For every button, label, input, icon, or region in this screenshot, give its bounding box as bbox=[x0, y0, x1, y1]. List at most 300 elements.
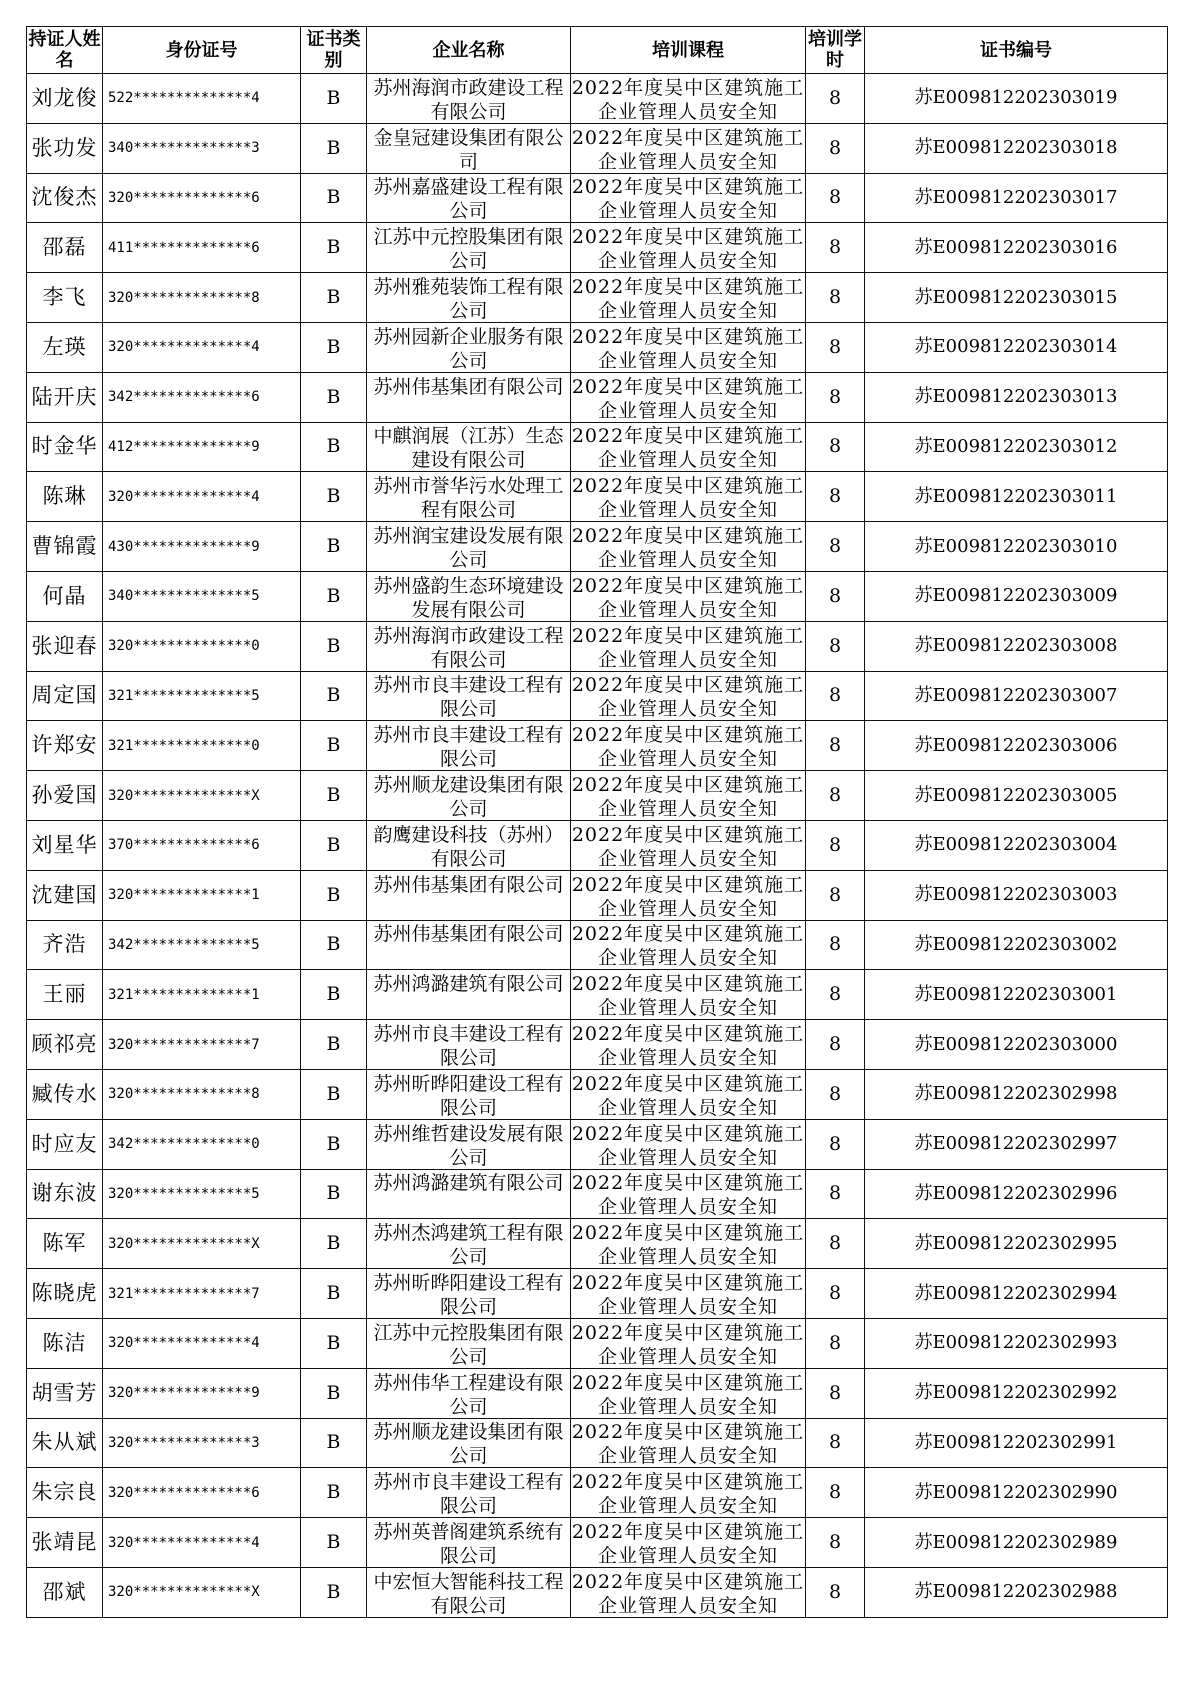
course-text: 2022年度吴中区建筑施工企业管理人员安全知 bbox=[571, 823, 805, 869]
course-text: 2022年度吴中区建筑施工企业管理人员安全知 bbox=[571, 1471, 805, 1517]
header-company: 企业名称 bbox=[367, 27, 571, 74]
course-text: 2022年度吴中区建筑施工企业管理人员安全知 bbox=[571, 1222, 805, 1268]
course-text: 2022年度吴中区建筑施工企业管理人员安全知 bbox=[571, 1421, 805, 1467]
id-number-cell: 321**************0 bbox=[103, 721, 301, 771]
table-row bbox=[27, 571, 1168, 621]
course-cell bbox=[571, 223, 806, 273]
company-text: 苏州市良丰建设工程有限公司 bbox=[373, 1023, 564, 1069]
cert-type-cell: B bbox=[301, 1169, 367, 1219]
id-number-cell: 320**************0 bbox=[103, 621, 301, 671]
holder-name-cell: 陈晓虎 bbox=[27, 1269, 103, 1319]
course-cell bbox=[571, 721, 806, 771]
course-cell bbox=[571, 1219, 806, 1269]
hours-cell: 8 bbox=[806, 1119, 865, 1169]
cert-type-cell: B bbox=[301, 1020, 367, 1070]
company-text: 苏州雅苑装饰工程有限公司 bbox=[373, 276, 564, 322]
id-number-cell: 370**************6 bbox=[103, 820, 301, 870]
table-body bbox=[27, 74, 1168, 1618]
table-row bbox=[27, 74, 1168, 124]
company-text: 江苏中元控股集团有限公司 bbox=[373, 1321, 564, 1367]
course-cell bbox=[571, 1269, 806, 1319]
table-row bbox=[27, 472, 1168, 522]
holder-name-cell: 沈建国 bbox=[27, 870, 103, 920]
cert-number-cell: 苏E009812202303008 bbox=[865, 621, 1168, 671]
hours-cell: 8 bbox=[806, 870, 865, 920]
hours-cell: 8 bbox=[806, 1020, 865, 1070]
cert-number-cell: 苏E009812202302994 bbox=[865, 1269, 1168, 1319]
course-cell bbox=[571, 422, 806, 472]
course-cell bbox=[571, 571, 806, 621]
table-row bbox=[27, 1169, 1168, 1219]
cert-type-cell: B bbox=[301, 721, 367, 771]
course-text: 2022年度吴中区建筑施工企业管理人员安全知 bbox=[571, 923, 805, 969]
company-cell bbox=[367, 1468, 571, 1518]
hours-cell: 8 bbox=[806, 223, 865, 273]
company-cell bbox=[367, 1119, 571, 1169]
company-cell bbox=[367, 1518, 571, 1568]
id-number-cell: 430**************9 bbox=[103, 522, 301, 572]
cert-number-cell: 苏E009812202302991 bbox=[865, 1418, 1168, 1468]
company-text: 中宏恒大智能科技工程有限公司 bbox=[373, 1570, 564, 1616]
cert-number-cell: 苏E009812202302995 bbox=[865, 1219, 1168, 1269]
header-id-number: 身份证号 bbox=[103, 27, 301, 74]
cert-type-cell: B bbox=[301, 123, 367, 173]
id-number-cell: 340**************3 bbox=[103, 123, 301, 173]
company-cell bbox=[367, 1318, 571, 1368]
course-text: 2022年度吴中区建筑施工企业管理人员安全知 bbox=[571, 1122, 805, 1168]
company-cell bbox=[367, 372, 571, 422]
cert-type-cell: B bbox=[301, 74, 367, 124]
course-cell bbox=[571, 671, 806, 721]
company-text: 江苏中元控股集团有限公司 bbox=[373, 226, 564, 272]
course-text: 2022年度吴中区建筑施工企业管理人员安全知 bbox=[571, 176, 805, 222]
cert-type-cell: B bbox=[301, 870, 367, 920]
company-text: 苏州市良丰建设工程有限公司 bbox=[373, 674, 564, 720]
holder-name-cell: 许郑安 bbox=[27, 721, 103, 771]
hours-cell: 8 bbox=[806, 123, 865, 173]
hours-cell: 8 bbox=[806, 273, 865, 323]
course-text: 2022年度吴中区建筑施工企业管理人员安全知 bbox=[571, 1272, 805, 1318]
cert-number-cell: 苏E009812202303005 bbox=[865, 771, 1168, 821]
holder-name-cell: 时应友 bbox=[27, 1119, 103, 1169]
company-cell bbox=[367, 820, 571, 870]
course-text: 2022年度吴中区建筑施工企业管理人员安全知 bbox=[571, 774, 805, 820]
course-cell bbox=[571, 1468, 806, 1518]
company-text: 苏州杰鸿建筑工程有限公司 bbox=[373, 1222, 564, 1268]
course-cell bbox=[571, 1318, 806, 1368]
course-text: 2022年度吴中区建筑施工企业管理人员安全知 bbox=[571, 973, 805, 1019]
course-text: 2022年度吴中区建筑施工企业管理人员安全知 bbox=[571, 1023, 805, 1069]
hours-cell: 8 bbox=[806, 173, 865, 223]
header-course: 培训课程 bbox=[571, 27, 806, 74]
cert-number-cell: 苏E009812202302998 bbox=[865, 1069, 1168, 1119]
table-row bbox=[27, 920, 1168, 970]
table-row bbox=[27, 273, 1168, 323]
id-number-cell: 522**************4 bbox=[103, 74, 301, 124]
course-cell bbox=[571, 173, 806, 223]
hours-cell: 8 bbox=[806, 970, 865, 1020]
holder-name-cell: 左瑛 bbox=[27, 322, 103, 372]
id-number-cell: 320**************6 bbox=[103, 1468, 301, 1518]
hours-cell: 8 bbox=[806, 820, 865, 870]
cert-type-cell: B bbox=[301, 1119, 367, 1169]
course-text: 2022年度吴中区建筑施工企业管理人员安全知 bbox=[571, 1521, 805, 1566]
company-cell bbox=[367, 1020, 571, 1070]
cert-type-cell: B bbox=[301, 820, 367, 870]
holder-name-cell: 朱从斌 bbox=[27, 1418, 103, 1468]
table-row bbox=[27, 671, 1168, 721]
holder-name-cell: 谢东波 bbox=[27, 1169, 103, 1219]
course-text: 2022年度吴中区建筑施工企业管理人员安全知 bbox=[571, 1371, 805, 1417]
company-cell bbox=[367, 621, 571, 671]
course-cell bbox=[571, 1119, 806, 1169]
cert-type-cell: B bbox=[301, 671, 367, 721]
course-cell bbox=[571, 870, 806, 920]
company-text: 苏州维哲建设发展有限公司 bbox=[373, 1122, 564, 1168]
company-cell bbox=[367, 1567, 571, 1617]
course-cell bbox=[571, 621, 806, 671]
cert-number-cell: 苏E009812202302992 bbox=[865, 1368, 1168, 1418]
holder-name-cell: 张迎春 bbox=[27, 621, 103, 671]
cert-type-cell: B bbox=[301, 1518, 367, 1568]
holder-name-cell: 陆开庆 bbox=[27, 372, 103, 422]
id-number-cell: 320**************4 bbox=[103, 472, 301, 522]
holder-name-cell: 孙爱国 bbox=[27, 771, 103, 821]
course-cell bbox=[571, 970, 806, 1020]
company-text: 苏州伟基集团有限公司 bbox=[373, 375, 564, 398]
cert-number-cell: 苏E009812202302989 bbox=[865, 1518, 1168, 1568]
company-text: 苏州伟基集团有限公司 bbox=[373, 873, 564, 896]
course-cell bbox=[571, 771, 806, 821]
cert-type-cell: B bbox=[301, 1318, 367, 1368]
hours-cell: 8 bbox=[806, 322, 865, 372]
company-text: 苏州润宝建设发展有限公司 bbox=[373, 525, 564, 571]
hours-cell: 8 bbox=[806, 1418, 865, 1468]
company-cell bbox=[367, 1069, 571, 1119]
id-number-cell: 321**************5 bbox=[103, 671, 301, 721]
course-cell bbox=[571, 920, 806, 970]
company-text: 苏州顺龙建设集团有限公司 bbox=[373, 1421, 564, 1467]
hours-cell: 8 bbox=[806, 771, 865, 821]
holder-name-cell: 刘星华 bbox=[27, 820, 103, 870]
cert-number-cell: 苏E009812202303006 bbox=[865, 721, 1168, 771]
cert-type-cell: B bbox=[301, 1567, 367, 1617]
table-row bbox=[27, 1269, 1168, 1319]
cert-type-cell: B bbox=[301, 621, 367, 671]
table-row bbox=[27, 1020, 1168, 1070]
holder-name-cell: 曹锦霞 bbox=[27, 522, 103, 572]
company-cell bbox=[367, 1418, 571, 1468]
cert-number-cell: 苏E009812202303009 bbox=[865, 571, 1168, 621]
company-cell bbox=[367, 1219, 571, 1269]
table-row bbox=[27, 1119, 1168, 1169]
company-text: 苏州盛韵生态环境建设发展有限公司 bbox=[373, 574, 564, 620]
company-text: 金皇冠建设集团有限公司 bbox=[373, 126, 564, 172]
company-cell bbox=[367, 74, 571, 124]
id-number-cell: 412**************9 bbox=[103, 422, 301, 472]
holder-name-cell: 臧传水 bbox=[27, 1069, 103, 1119]
table-row bbox=[27, 771, 1168, 821]
table-row bbox=[27, 1069, 1168, 1119]
company-cell bbox=[367, 870, 571, 920]
cert-number-cell: 苏E009812202303010 bbox=[865, 522, 1168, 572]
company-text: 苏州顺龙建设集团有限公司 bbox=[373, 774, 564, 820]
cert-type-cell: B bbox=[301, 522, 367, 572]
header-cert-type: 证书类别 bbox=[301, 27, 367, 74]
course-cell bbox=[571, 1368, 806, 1418]
cert-type-cell: B bbox=[301, 223, 367, 273]
id-number-cell: 320**************9 bbox=[103, 1368, 301, 1418]
table-row bbox=[27, 1468, 1168, 1518]
header-hours: 培训学时 bbox=[806, 27, 865, 74]
cert-type-cell: B bbox=[301, 1368, 367, 1418]
course-text: 2022年度吴中区建筑施工企业管理人员安全知 bbox=[571, 1570, 805, 1616]
company-cell bbox=[367, 1169, 571, 1219]
cert-type-cell: B bbox=[301, 472, 367, 522]
company-text: 苏州市良丰建设工程有限公司 bbox=[373, 1471, 564, 1517]
company-cell bbox=[367, 173, 571, 223]
cert-number-cell: 苏E009812202303001 bbox=[865, 970, 1168, 1020]
holder-name-cell: 沈俊杰 bbox=[27, 173, 103, 223]
course-cell bbox=[571, 1518, 806, 1568]
course-cell bbox=[571, 522, 806, 572]
cert-number-cell: 苏E009812202302990 bbox=[865, 1468, 1168, 1518]
course-text: 2022年度吴中区建筑施工企业管理人员安全知 bbox=[571, 574, 805, 620]
course-text: 2022年度吴中区建筑施工企业管理人员安全知 bbox=[571, 375, 805, 421]
cert-type-cell: B bbox=[301, 571, 367, 621]
cert-number-cell: 苏E009812202302988 bbox=[865, 1567, 1168, 1617]
holder-name-cell: 陈洁 bbox=[27, 1318, 103, 1368]
holder-name-cell: 邵斌 bbox=[27, 1567, 103, 1617]
company-text: 苏州鸿潞建筑有限公司 bbox=[373, 1172, 564, 1195]
company-text: 苏州海润市政建设工程有限公司 bbox=[373, 624, 564, 670]
holder-name-cell: 刘龙俊 bbox=[27, 74, 103, 124]
company-cell bbox=[367, 671, 571, 721]
id-number-cell: 320**************4 bbox=[103, 1518, 301, 1568]
table-row bbox=[27, 522, 1168, 572]
holder-name-cell: 朱宗良 bbox=[27, 1468, 103, 1518]
hours-cell: 8 bbox=[806, 522, 865, 572]
company-text: 苏州海润市政建设工程有限公司 bbox=[373, 76, 564, 122]
cert-type-cell: B bbox=[301, 1269, 367, 1319]
cert-type-cell: B bbox=[301, 1418, 367, 1468]
company-cell bbox=[367, 223, 571, 273]
id-number-cell: 342**************6 bbox=[103, 372, 301, 422]
holder-name-cell: 齐浩 bbox=[27, 920, 103, 970]
table-row bbox=[27, 1418, 1168, 1468]
hours-cell: 8 bbox=[806, 571, 865, 621]
cert-type-cell: B bbox=[301, 422, 367, 472]
company-cell bbox=[367, 920, 571, 970]
course-text: 2022年度吴中区建筑施工企业管理人员安全知 bbox=[571, 475, 805, 521]
cert-number-cell: 苏E009812202303000 bbox=[865, 1020, 1168, 1070]
table-row bbox=[27, 422, 1168, 472]
id-number-cell: 342**************5 bbox=[103, 920, 301, 970]
course-text: 2022年度吴中区建筑施工企业管理人员安全知 bbox=[571, 276, 805, 322]
cert-number-cell: 苏E009812202303013 bbox=[865, 372, 1168, 422]
id-number-cell: 411**************6 bbox=[103, 223, 301, 273]
company-text: 苏州伟华工程建设有限公司 bbox=[373, 1371, 564, 1417]
hours-cell: 8 bbox=[806, 472, 865, 522]
id-number-cell: 320**************7 bbox=[103, 1020, 301, 1070]
cert-number-cell: 苏E009812202303017 bbox=[865, 173, 1168, 223]
table-row bbox=[27, 123, 1168, 173]
table-row bbox=[27, 173, 1168, 223]
table-row bbox=[27, 820, 1168, 870]
course-cell bbox=[571, 1418, 806, 1468]
company-cell bbox=[367, 771, 571, 821]
cert-number-cell: 苏E009812202303004 bbox=[865, 820, 1168, 870]
holder-name-cell: 李飞 bbox=[27, 273, 103, 323]
table-row bbox=[27, 1219, 1168, 1269]
cert-type-cell: B bbox=[301, 273, 367, 323]
course-text: 2022年度吴中区建筑施工企业管理人员安全知 bbox=[571, 724, 805, 770]
company-cell bbox=[367, 1368, 571, 1418]
course-text: 2022年度吴中区建筑施工企业管理人员安全知 bbox=[571, 425, 805, 471]
table-row bbox=[27, 970, 1168, 1020]
table-row bbox=[27, 1318, 1168, 1368]
table-row bbox=[27, 322, 1168, 372]
course-text: 2022年度吴中区建筑施工企业管理人员安全知 bbox=[571, 325, 805, 371]
cert-type-cell: B bbox=[301, 920, 367, 970]
cert-type-cell: B bbox=[301, 1219, 367, 1269]
cert-number-cell: 苏E009812202303007 bbox=[865, 671, 1168, 721]
cert-type-cell: B bbox=[301, 372, 367, 422]
holder-name-cell: 周定国 bbox=[27, 671, 103, 721]
course-cell bbox=[571, 1020, 806, 1070]
course-cell bbox=[571, 273, 806, 323]
company-cell bbox=[367, 322, 571, 372]
id-number-cell: 320**************6 bbox=[103, 173, 301, 223]
cert-number-cell: 苏E009812202303012 bbox=[865, 422, 1168, 472]
table-row bbox=[27, 372, 1168, 422]
holder-name-cell: 张功发 bbox=[27, 123, 103, 173]
cert-number-cell: 苏E009812202303014 bbox=[865, 322, 1168, 372]
id-number-cell: 320**************1 bbox=[103, 870, 301, 920]
company-text: 苏州昕晔阳建设工程有限公司 bbox=[373, 1072, 564, 1118]
course-cell bbox=[571, 820, 806, 870]
hours-cell: 8 bbox=[806, 621, 865, 671]
hours-cell: 8 bbox=[806, 372, 865, 422]
cert-number-cell: 苏E009812202303011 bbox=[865, 472, 1168, 522]
header-cert-no: 证书编号 bbox=[865, 27, 1168, 74]
id-number-cell: 320**************8 bbox=[103, 1069, 301, 1119]
course-text: 2022年度吴中区建筑施工企业管理人员安全知 bbox=[571, 624, 805, 670]
hours-cell: 8 bbox=[806, 1069, 865, 1119]
table-row bbox=[27, 1567, 1168, 1617]
table-row bbox=[27, 1518, 1168, 1568]
table-row bbox=[27, 223, 1168, 273]
cert-number-cell: 苏E009812202303015 bbox=[865, 273, 1168, 323]
course-cell bbox=[571, 472, 806, 522]
company-text: 苏州伟基集团有限公司 bbox=[373, 923, 564, 946]
company-text: 苏州嘉盛建设工程有限公司 bbox=[373, 176, 564, 222]
course-cell bbox=[571, 1169, 806, 1219]
course-cell bbox=[571, 74, 806, 124]
table-row bbox=[27, 870, 1168, 920]
company-text: 苏州市良丰建设工程有限公司 bbox=[373, 724, 564, 770]
id-number-cell: 342**************0 bbox=[103, 1119, 301, 1169]
holder-name-cell: 张靖昆 bbox=[27, 1518, 103, 1568]
course-cell bbox=[571, 123, 806, 173]
id-number-cell: 340**************5 bbox=[103, 571, 301, 621]
company-cell bbox=[367, 721, 571, 771]
company-cell bbox=[367, 422, 571, 472]
hours-cell: 8 bbox=[806, 1567, 865, 1617]
id-number-cell: 320**************4 bbox=[103, 322, 301, 372]
company-text: 苏州园新企业服务有限公司 bbox=[373, 325, 564, 371]
company-text: 苏州市誉华污水处理工程有限公司 bbox=[373, 475, 564, 521]
holder-name-cell: 时金华 bbox=[27, 422, 103, 472]
company-text: 韵鹰建设科技（苏州）有限公司 bbox=[373, 823, 564, 869]
table-row bbox=[27, 621, 1168, 671]
company-cell bbox=[367, 522, 571, 572]
course-text: 2022年度吴中区建筑施工企业管理人员安全知 bbox=[571, 76, 805, 122]
table-row bbox=[27, 1368, 1168, 1418]
course-cell bbox=[571, 372, 806, 422]
cert-type-cell: B bbox=[301, 173, 367, 223]
company-text: 苏州昕晔阳建设工程有限公司 bbox=[373, 1272, 564, 1318]
cert-number-cell: 苏E009812202303003 bbox=[865, 870, 1168, 920]
cert-type-cell: B bbox=[301, 771, 367, 821]
hours-cell: 8 bbox=[806, 1368, 865, 1418]
hours-cell: 8 bbox=[806, 1518, 865, 1568]
id-number-cell: 320**************3 bbox=[103, 1418, 301, 1468]
company-cell bbox=[367, 123, 571, 173]
id-number-cell: 321**************7 bbox=[103, 1269, 301, 1319]
company-text: 苏州鸿潞建筑有限公司 bbox=[373, 973, 564, 996]
company-cell bbox=[367, 571, 571, 621]
company-text: 中麒润展（江苏）生态建设有限公司 bbox=[373, 425, 564, 471]
hours-cell: 8 bbox=[806, 671, 865, 721]
hours-cell: 8 bbox=[806, 422, 865, 472]
id-number-cell: 320**************X bbox=[103, 1219, 301, 1269]
course-text: 2022年度吴中区建筑施工企业管理人员安全知 bbox=[571, 1072, 805, 1118]
cert-number-cell: 苏E009812202303018 bbox=[865, 123, 1168, 173]
holder-name-cell: 邵磊 bbox=[27, 223, 103, 273]
company-cell bbox=[367, 273, 571, 323]
certificate-table bbox=[26, 26, 1168, 1618]
holder-name-cell: 陈军 bbox=[27, 1219, 103, 1269]
course-text: 2022年度吴中区建筑施工企业管理人员安全知 bbox=[571, 873, 805, 919]
course-text: 2022年度吴中区建筑施工企业管理人员安全知 bbox=[571, 525, 805, 571]
course-text: 2022年度吴中区建筑施工企业管理人员安全知 bbox=[571, 1172, 805, 1218]
course-cell bbox=[571, 1567, 806, 1617]
company-cell bbox=[367, 1269, 571, 1319]
id-number-cell: 320**************5 bbox=[103, 1169, 301, 1219]
course-text: 2022年度吴中区建筑施工企业管理人员安全知 bbox=[571, 226, 805, 272]
header-row bbox=[27, 27, 1168, 74]
id-number-cell: 320**************X bbox=[103, 771, 301, 821]
cert-number-cell: 苏E009812202302997 bbox=[865, 1119, 1168, 1169]
holder-name-cell: 王丽 bbox=[27, 970, 103, 1020]
company-cell bbox=[367, 970, 571, 1020]
cert-type-cell: B bbox=[301, 970, 367, 1020]
company-text: 苏州英普阁建筑系统有限公司 bbox=[373, 1521, 564, 1566]
hours-cell: 8 bbox=[806, 721, 865, 771]
cert-number-cell: 苏E009812202303019 bbox=[865, 74, 1168, 124]
hours-cell: 8 bbox=[806, 1219, 865, 1269]
holder-name-cell: 何晶 bbox=[27, 571, 103, 621]
hours-cell: 8 bbox=[806, 1318, 865, 1368]
course-text: 2022年度吴中区建筑施工企业管理人员安全知 bbox=[571, 1321, 805, 1367]
course-cell bbox=[571, 1069, 806, 1119]
id-number-cell: 320**************4 bbox=[103, 1318, 301, 1368]
hours-cell: 8 bbox=[806, 1169, 865, 1219]
cert-type-cell: B bbox=[301, 1468, 367, 1518]
cert-number-cell: 苏E009812202303002 bbox=[865, 920, 1168, 970]
hours-cell: 8 bbox=[806, 1468, 865, 1518]
